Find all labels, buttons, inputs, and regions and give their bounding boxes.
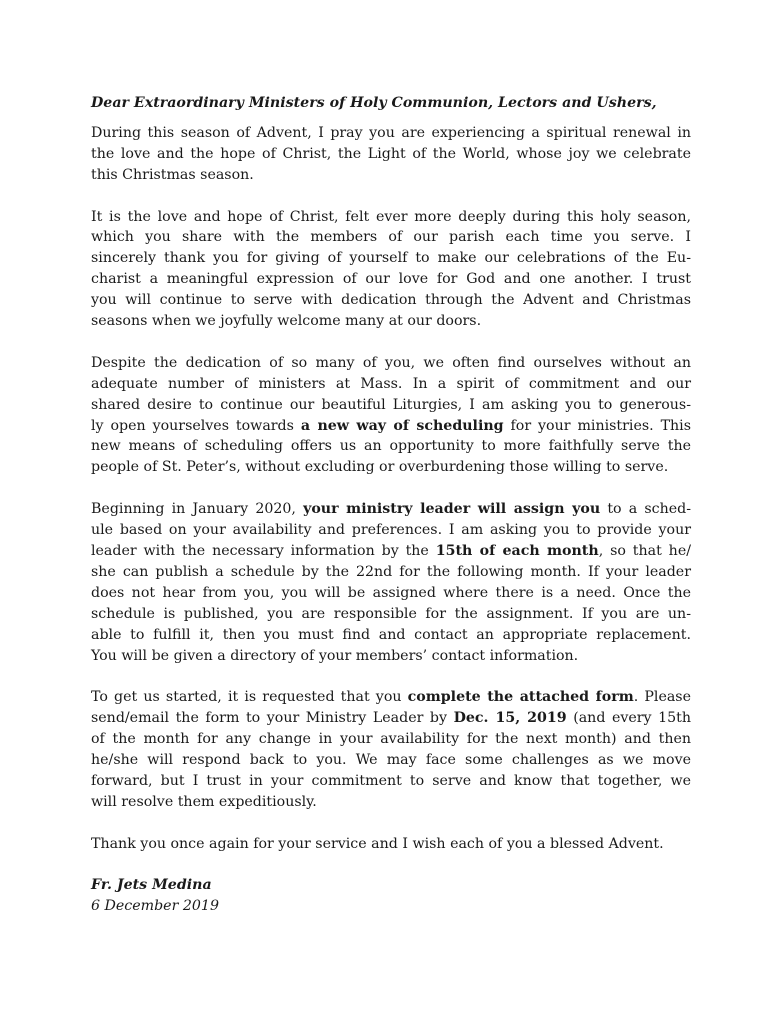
paragraph-line: During this season of Advent, I pray you are experiencing a spiritual renewal in	[91, 124, 691, 141]
paragraph-form-instructions	[91, 687, 691, 812]
paragraph-line: charist a meaningful expression of our love for God and one another. I trust	[91, 271, 691, 288]
text-run: for your ministries. This	[503, 417, 691, 434]
emphasis-complete-form: complete the attached form	[407, 689, 634, 706]
signature-name: Fr. Jets Medina	[91, 877, 212, 894]
paragraph-thanks	[91, 207, 691, 332]
text-run: , so that he/	[598, 542, 691, 559]
paragraph-line	[91, 541, 691, 562]
paragraph-line: new means of scheduling offers us an opportunity to more faithfully serve the	[91, 438, 691, 455]
paragraph-advent-greeting	[91, 123, 691, 186]
text-run: Beginning in January 2020,	[91, 501, 304, 518]
paragraph-line: forward, but I trust in your commitment to serve and know that together, we	[91, 772, 691, 789]
paragraph-line: schedule is published, you are responsible for the assignment. If you are un-	[91, 605, 691, 622]
paragraph-line: shared desire to continue our beautiful Liturgies, I am asking you to generous-	[91, 396, 691, 413]
paragraph-line	[91, 687, 691, 708]
paragraph-line: you will continue to serve with dedication through the Advent and Christmas	[91, 292, 691, 309]
text-run: to a sched-	[600, 501, 691, 518]
letter	[91, 93, 691, 917]
paragraph-new-scheduling	[91, 353, 691, 478]
paragraph-line: he/she will respond back to you. We may face some challenges as we move	[91, 752, 691, 769]
text-run: ly open yourselves towards	[91, 417, 301, 434]
paragraph-line: seasons when we joyfully welcome many at our doors.	[91, 313, 482, 330]
paragraph-line	[91, 416, 691, 437]
paragraph-line: this Christmas season.	[91, 166, 254, 183]
paragraph-line: ule based on your availability and preferences. I am asking you to provide your	[91, 522, 691, 539]
emphasis-15th-of-each-month: 15th of each month	[435, 542, 599, 559]
emphasis-new-way-of-scheduling: a new way of scheduling	[300, 417, 504, 434]
paragraph-line: does not hear from you, you will be assigned where there is a need. Once the	[91, 584, 691, 601]
paragraph-line: will resolve them expeditiously.	[91, 793, 317, 810]
paragraph-line: You will be given a directory of your members’ contact information.	[91, 647, 579, 664]
paragraph-line: sincerely thank you for giving of yourself to make our celebrations of the Eu-	[91, 250, 691, 267]
paragraph-line: of the month for any change in your availability for the next month) and then	[91, 731, 691, 748]
paragraph-line: adequate number of ministers at Mass. In a spirit of commitment and our	[91, 375, 691, 392]
paragraph-line: It is the love and hope of Christ, felt ever more deeply during this holy season,	[91, 208, 691, 225]
paragraph-line: Despite the dedication of so many of you, we often find ourselves without an	[91, 354, 691, 371]
paragraph-line: people of St. Peter’s, without excluding or overburdening those willing to serve.	[91, 459, 669, 476]
signature-date: 6 December 2019	[91, 898, 219, 915]
paragraph-line: able to fulfill it, then you must find and contact an appropriate replacement.	[91, 626, 691, 643]
text-run: leader with the necessary information by the	[91, 542, 436, 559]
paragraph-line: she can publish a schedule by the 22nd for the following month. If your leader	[91, 563, 691, 580]
emphasis-leader-will-assign: your ministry leader will assign you	[303, 501, 601, 518]
paragraph-line: which you share with the members of our parish each time you serve. I	[91, 229, 691, 246]
text-run: . Please	[633, 689, 691, 706]
signature-block	[91, 875, 691, 917]
salutation: Dear Extraordinary Ministers of Holy Communion, Lectors and Ushers,	[91, 95, 657, 111]
paragraph-line	[91, 499, 691, 520]
emphasis-deadline-date: Dec. 15, 2019	[453, 710, 567, 727]
text-run: (and every 15th	[566, 710, 691, 727]
paragraph-line	[91, 708, 691, 729]
text-run: send/email the form to your Ministry Leader by	[91, 710, 454, 727]
text-run: To get us started, it is requested that you	[91, 689, 408, 706]
paragraph-line: the love and the hope of Christ, the Light of the World, whose joy we celebrate	[91, 145, 691, 162]
paragraph-closing	[91, 834, 691, 855]
paragraph-assignment	[91, 499, 691, 666]
paragraph-line: Thank you once again for your service and I wish each of you a blessed Advent.	[91, 835, 664, 852]
